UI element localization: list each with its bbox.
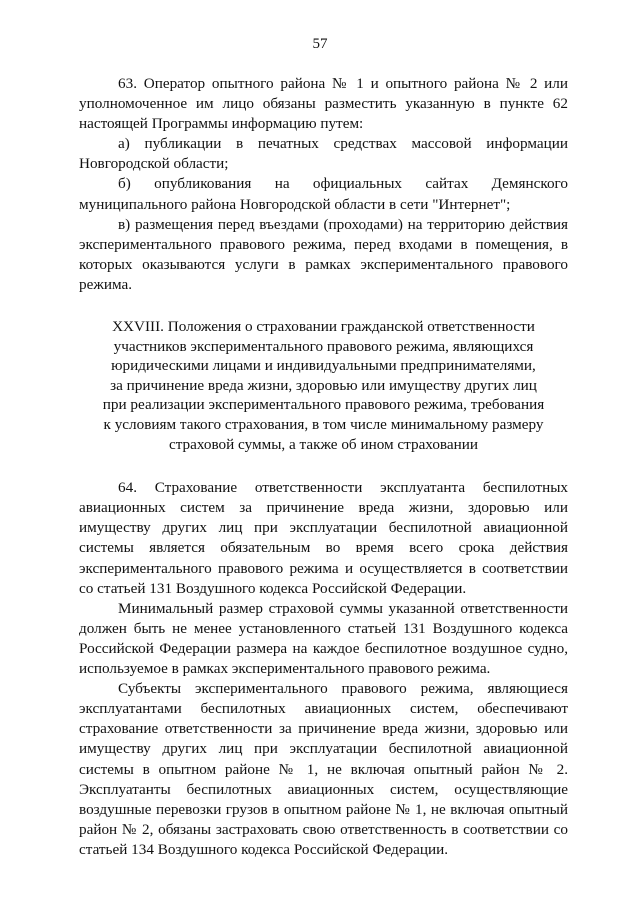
paragraph-64-minimum-sum: Минимальный размер страховой суммы указанной ответственности должен быть не менее установленного статьей 131 Воздушного кодекса Российской Федерации размера на каждое беспилотное воздушное судно, используемое в рамках экспериментального правового режима. [79, 599, 568, 678]
paragraph-63-item-c: в) размещения перед въездами (проходами) на территорию действия экспериментального правового режима, перед входами в помещения, в которых оказываются услуги в рамках экспериментального правового режима. [79, 215, 568, 293]
paragraph-64-subjects: Субъекты экспериментального правового режима, являющиеся эксплуатантами беспилотных авиационных систем, обеспечивают страхование ответственности за причинение вреда жизни, здоровью или имуществу других лиц при эксплуатации беспилотной авиационной системы в опытном районе № 1, не включая опытный район № 2. Эксплуатанты беспилотных авиационных систем, осуществляющие воздушные перевозки грузов в опытном районе № 1, не включая опытный район № 2, обязаны застраховать свою ответственность в соответствии со статьей 134 Воздушного кодекса Российской Федерации. [79, 680, 568, 858]
paragraph-64: 64. Страхование ответственности эксплуатанта беспилотных авиационных систем за причинение вреда жизни, здоровью или имуществу других лиц при эксплуатации беспилотной авиационной системы является обязательным во время всего срока действия экспериментального правового режима и осуществляется в соответствии со статьей 131 Воздушного кодекса Российской Федерации. [79, 479, 568, 597]
page-number: 57 [312, 36, 328, 52]
paragraph-63-item-a: а) публикации в печатных средствах массовой информации Новгородской области; [79, 135, 568, 173]
heading-line: страховой суммы, а также об ином страховании [168, 435, 479, 453]
heading-line: к условиям такого страхования, в том числе минимальному размеру [103, 416, 544, 433]
document-body [79, 74, 568, 860]
heading-line: XXVIII. Положения о страховании гражданской ответственности [112, 318, 535, 336]
heading-line: при реализации экспериментального правового режима, требования [102, 396, 545, 414]
section-heading-xxviii [79, 317, 568, 454]
paragraph-63-item-b: б) опубликования на официальных сайтах Демянского муниципального района Новгородской области в сети "Интернет"; [79, 175, 568, 213]
heading-line: юридическими лицами и индивидуальными предпринимателями, [111, 357, 536, 375]
heading-line: участников экспериментального правового режима, являющихся [113, 337, 534, 355]
paragraph-63: 63. Оператор опытного района № 1 и опытного района № 2 или уполномоченное им лицо обязаны разместить указанную в пункте 62 настоящей Программы информацию путем: [79, 75, 568, 133]
heading-line: за причинение вреда жизни, здоровью или имуществу других лиц [110, 376, 537, 394]
